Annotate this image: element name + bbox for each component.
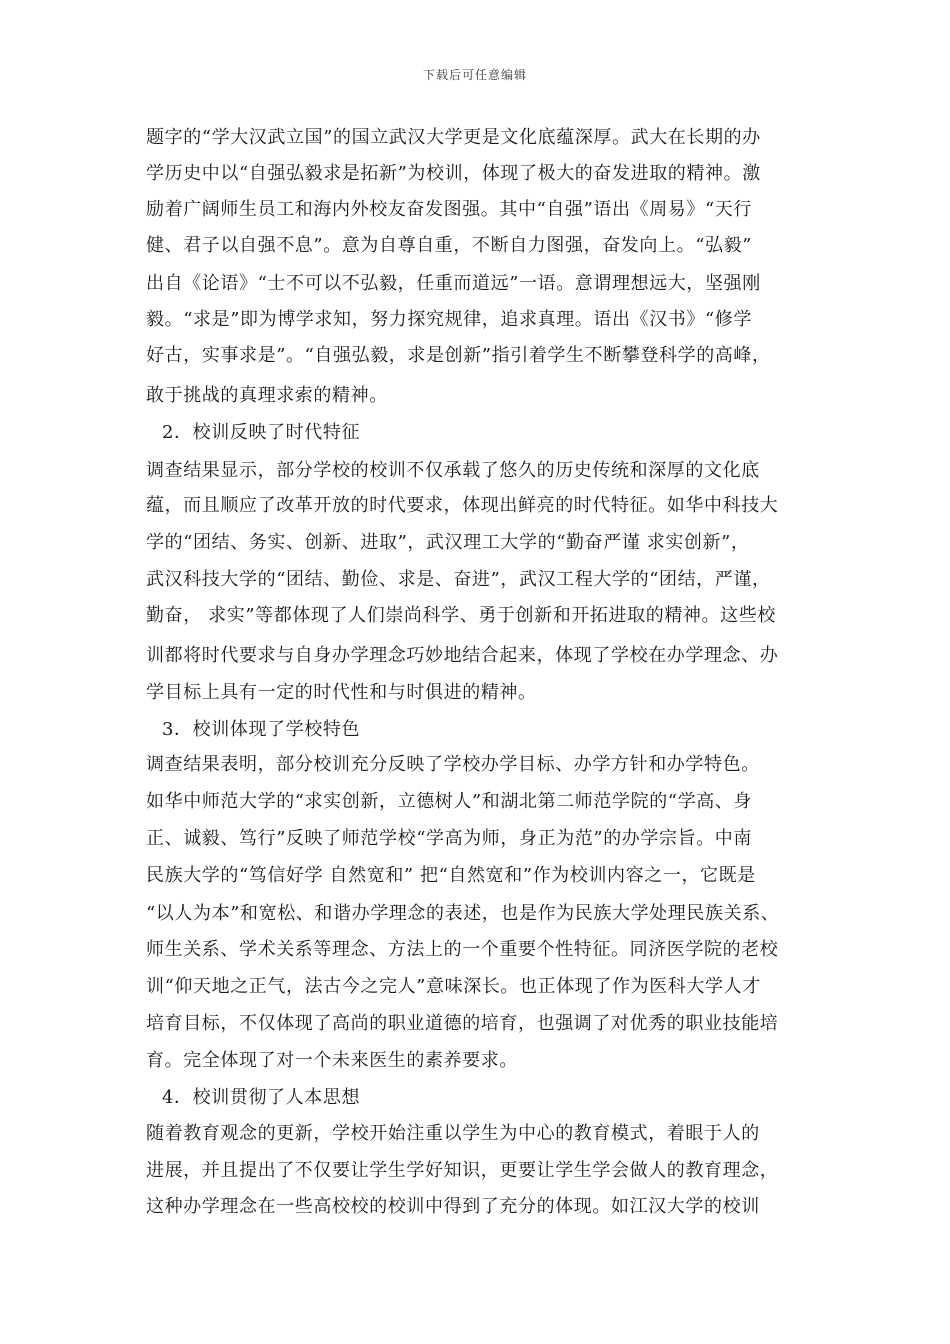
body-line: 勤奋， 求实”等都体现了人们崇尚科学、勇于创新和开拓进取的精神。这些校 (146, 605, 776, 626)
body-line: 学历史中以“自强弘毅求是拓新”为校训，体现了极大的奋发进取的精神。激 (146, 163, 761, 184)
section-heading: 4．校训贯彻了人本思想 (162, 1087, 361, 1108)
body-line: 敢于挑战的真理求索的精神。 (146, 385, 388, 406)
body-line: 如华中师范大学的“求实创新，立德树人”和湖北第二师范学院的“学高、身 (146, 791, 753, 812)
body-line: 训“仰天地之正气，法古今之完人”意味深长。也正体现了作为医科大学人才 (146, 976, 761, 997)
body-line: 调查结果表明，部分校训充分反映了学校办学目标、办学方针和办学特色。 (146, 754, 760, 775)
page-header: 下载后可任意编辑 (422, 68, 527, 82)
body-line: 学的“团结、务实、创新、进取”，武汉理工大学的“勤奋严谨 求实创新”， (146, 532, 750, 553)
body-line: 好古，实事求是”。“自强弘毅，求是创新”指引着学生不断攀登科学的高峰， (146, 345, 771, 366)
body-line: 出自《论语》“士不可以不弘毅，任重而道远”一语。意谓理想远大，坚强刚 (146, 273, 761, 294)
section-heading: 2．校训反映了时代特征 (162, 422, 361, 443)
section-heading: 3．校训体现了学校特色 (162, 719, 361, 740)
body-line: 民族大学的“笃信好学 自然宽和” 把“自然宽和”作为校训内容之一，它既是 (146, 865, 756, 886)
body-line: 武汉科技大学的“团结、勤俭、求是、奋进”，武汉工程大学的“团结，严谨， (146, 569, 771, 590)
body-line: 健、君子以自强不息”。意为自尊自重，不断自力图强，奋发向上。“弘毅” (146, 235, 753, 256)
body-line: 学目标上具有一定的时代性和与时俱进的精神。 (146, 682, 537, 703)
body-line: 这种办学理念在一些高校校的校训中得到了充分的体现。如江汉大学的校训 (146, 1196, 760, 1217)
body-line: 调查结果显示，部分学校的校训不仅承载了悠久的历史传统和深厚的文化底 (146, 460, 760, 481)
body-line: 励着广阔师生员工和海内外校友奋发图强。其中“自强”语出《周易》“天行 (146, 199, 753, 220)
body-line: 育。完全体现了对一个未来医生的素养要求。 (146, 1050, 518, 1071)
body-line: 题字的“学大汉武立国”的国立武汉大学更是文化底蕴深厚。武大在长期的办 (146, 127, 761, 148)
body-line: 进展，并且提出了不仅要让学生学好知识，更要让学生学会做人的教育理念， (146, 1160, 779, 1181)
body-line: 正、诚毅、笃行”反映了师范学校“学高为师，身正为范”的办学宗旨。中南 (146, 828, 753, 849)
body-line: 随着教育观念的更新，学校开始注重以学生为中心的教育模式，着眼于人的 (146, 1123, 760, 1144)
body-line: 训都将时代要求与自身办学理念巧妙地结合起来，体现了学校在办学理念、办 (146, 645, 779, 666)
body-line: “以人为本”和宽松、和谐办学理念的表述，也是作为民族大学处理民族关系、 (146, 903, 780, 924)
body-line: 师生关系、学术关系等理念、方法上的一个重要个性特征。同济医学院的老校 (146, 939, 779, 960)
body-line: 毅。“求是”即为博学求知，努力探究规律，追求真理。语出《汉书》“修学 (146, 309, 753, 330)
body-line: 蕴，而且顺应了改革开放的时代要求，体现出鲜亮的时代特征。如华中科技大 (146, 495, 779, 516)
body-line: 培育目标，不仅体现了高尚的职业道德的培育，也强调了对优秀的职业技能培 (146, 1013, 779, 1034)
